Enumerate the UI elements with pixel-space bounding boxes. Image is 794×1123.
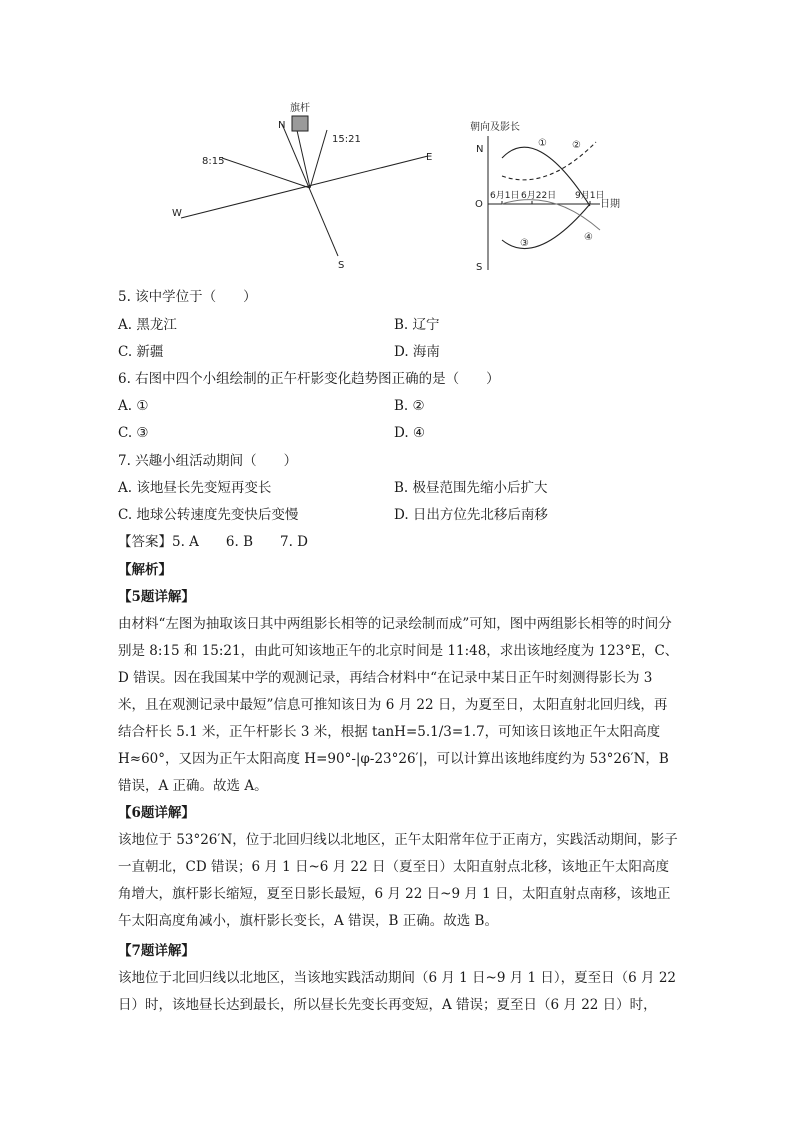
detail-5-body: 由材料“左图为抽取该日其中两组影长相等的记录绘制而成”可知，图中两组影长相等的时间分别是 8:15 和 15:21，由此可知该地正午的北京时间是 11:48，求出该地经度为 123°E，C、D 错误。因在我国某中学的观测记录，再结合材料中“在记录中某日正午时刻测得影长为 3 米，且在观测记录中最短”信息可推知该日为 6 月 22 日，为夏至日，太阳直射北回归线，再结合杆长 5.1 米，正午杆影长 3 米，根据 tanH=5.1/3=1.7，可知该日该地正午太阳高度 H≈60°，又因为正午太阳高度 H=90°-|φ-23°26′|，可以计算出该地纬度约为 53°26′N，B 错误，A 正确。故选 A。 bbox=[118, 616, 679, 794]
q6-option-c: C. ③ bbox=[118, 425, 149, 441]
time-afternoon-label: 15:21 bbox=[332, 134, 361, 145]
q6-stem: 6. 右图中四个小组绘制的正午杆影变化趋势图正确的是（ ） bbox=[118, 371, 500, 387]
q7-stem: 7. 兴趣小组活动期间（ ） bbox=[118, 453, 298, 469]
curve-4-label: ④ bbox=[584, 232, 593, 243]
shadow-trend-chart bbox=[466, 118, 636, 274]
shadow-noon bbox=[296, 126, 310, 188]
north-label: N bbox=[278, 120, 286, 131]
trend-date-sep1: 9月1日 bbox=[575, 191, 605, 201]
curve-3 bbox=[502, 204, 590, 249]
west-label: W bbox=[172, 208, 182, 219]
flagpole-label: 旗杆 bbox=[290, 103, 310, 114]
curve-1-label: ① bbox=[538, 138, 547, 149]
q5-option-c: C. 新疆 bbox=[118, 344, 164, 360]
trend-south-label: S bbox=[476, 262, 483, 273]
detail-6-heading: 【6题详解】 bbox=[118, 805, 195, 821]
time-morning-label: 8:15 bbox=[202, 156, 225, 167]
south-label: S bbox=[338, 260, 345, 271]
trend-title: 朝向及影长 bbox=[470, 122, 520, 133]
curve-2 bbox=[502, 142, 596, 180]
flagpole-shadow-diagram bbox=[170, 96, 450, 272]
q6-option-b: B. ② bbox=[394, 398, 425, 414]
trend-axis-label: 日期 bbox=[600, 199, 620, 210]
detail-7-heading: 【7题详解】 bbox=[118, 943, 195, 959]
q7-option-a: A. 该地昼长先变短再变长 bbox=[118, 480, 272, 496]
q5-option-d: D. 海南 bbox=[394, 344, 440, 360]
trend-date-jun1: 6月1日 bbox=[490, 191, 520, 201]
curve-3-label: ③ bbox=[520, 238, 529, 249]
curve-2-label: ② bbox=[572, 140, 581, 151]
q7-option-d: D. 日出方位先北移后南移 bbox=[394, 507, 548, 523]
q7-option-c: C. 地球公转速度先变快后变慢 bbox=[118, 507, 299, 523]
q5-stem: 5. 该中学位于（ ） bbox=[118, 289, 257, 305]
trend-date-jun22: 6月22日 bbox=[521, 191, 557, 201]
north-south-line bbox=[282, 124, 338, 256]
trend-north-label: N bbox=[476, 144, 484, 155]
detail-6-body: 该地位于 53°26′N，位于北回归线以北地区，正午太阳常年位于正南方，实践活动期间，影子一直朝北，CD 错误；6 月 1 日~6 月 22 日（夏至日）太阳直射点北移，该地正午太阳高度角增大，旗杆影长缩短，夏至日影长最短，6 月 22 日~9 月 1 日，太阳直射点南移，该地正午太阳高度角减小，旗杆影长变长，A 错误，B 正确。故选 B。 bbox=[118, 832, 678, 929]
shadow-afternoon bbox=[310, 130, 327, 188]
analysis-heading: 【解析】 bbox=[118, 562, 172, 578]
detail-7-body: 该地位于北回归线以北地区，当该地实践活动期间（6 月 1 日~9 月 1 日），夏至日（6 月 22 日）时，该地昼长达到最长，所以昼长先变长再变短，A 错误；夏至日（6 月 22 日）时， bbox=[118, 970, 677, 1013]
q5-option-a: A. 黑龙江 bbox=[118, 317, 177, 333]
east-label: E bbox=[426, 152, 433, 163]
q7-option-b: B. 极昼范围先缩小后扩大 bbox=[394, 480, 548, 496]
flagpole-box bbox=[292, 116, 308, 131]
q6-option-a: A. ① bbox=[118, 398, 149, 414]
q6-option-d: D. ④ bbox=[394, 425, 426, 441]
detail-5-heading: 【5题详解】 bbox=[118, 589, 195, 605]
q5-option-b: B. 辽宁 bbox=[394, 317, 440, 333]
trend-origin-label: O bbox=[475, 199, 483, 210]
shadow-morning bbox=[222, 158, 310, 188]
answer-line: 【答案】5. A 6. B 7. D bbox=[118, 534, 309, 550]
